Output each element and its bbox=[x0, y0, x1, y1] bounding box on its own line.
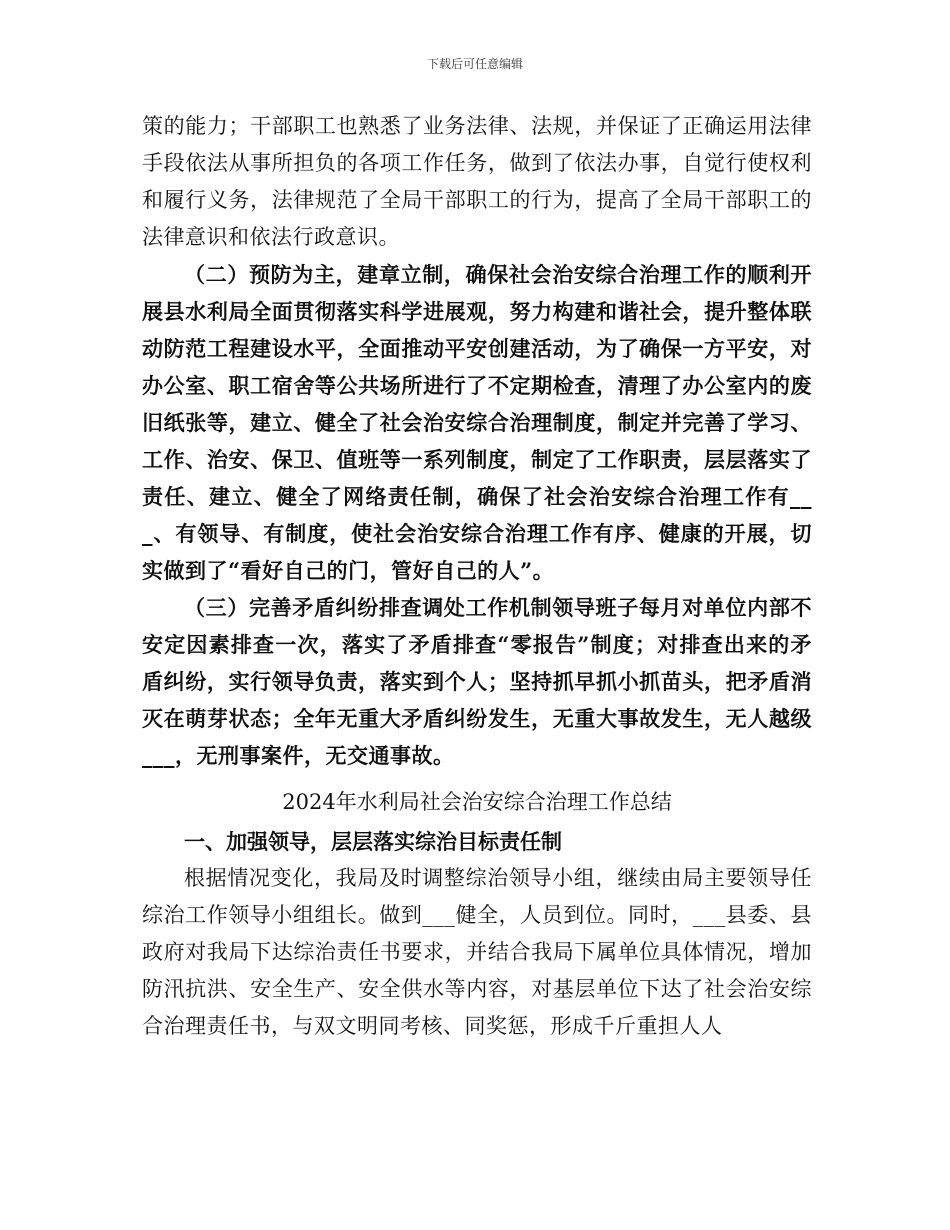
section-heading-one: 一、加强领导，层层落实综治目标责任制 bbox=[184, 829, 562, 854]
paragraph-continuation: 策的能力；干部职工也熟悉了业务法律、法规，并保证了正确运用法律手段依法从事所担负的各项工作任务，做到了依法办事，自觉行使权利和履行义务，法律规范了全局干部职工的行为，提高了全局干部职工的法律意识和依法行政意识。 bbox=[142, 114, 812, 249]
paragraph-section-two: （二）预防为主，建章立制，确保社会治安综合治理工作的顺利开展县水利局全面贯彻落实科学进展观，努力构建和谐社会，提升整体联动防范工程建设水平，全面推动平安创建活动，为了确保一方平安，对办公室、职工宿舍等公共场所进行了不定期检查，清理了办公室内的废旧纸张等，建立、健全了社会治安综合治理制度，制定并完善了学习、工作、治安、保卫、值班等一系列制度，制定了工作职责，层层落实了责任、建立、健全了网络责任制，确保了社会治安综合治理工作有___、有领导、有制度，使社会治安综合治理工作有序、健康的开展，切实做到了“看好自己的门，管好自己的人”。 bbox=[142, 262, 812, 583]
paragraph-section-one-body: 根据情况变化，我局及时调整综治领导小组，继续由局主要领导任综治工作领导小组组长。做到___健全，人员到位。同时，___县委、县政府对我局下达综治责任书要求，并结合我局下属单位具体情况，增加防汛抗洪、安全生产、安全供水等内容，对基层单位下达了社会治安综合治理责任书，与双文明同考核、同奖惩，形成千斤重担人人 bbox=[142, 866, 812, 1038]
page-header-note: 下载后可任意编辑 bbox=[426, 57, 523, 71]
document-body bbox=[142, 108, 812, 1045]
paragraph-section-three: （三）完善矛盾纠纷排查调处工作机制领导班子每月对单位内部不安定因素排查一次，落实了矛盾排查“零报告”制度；对排查出来的矛盾纠纷，实行领导负责，落实到个人；坚持抓早抓小抓苗头，把矛盾消灭在萌芽状态；全年无重大矛盾纠纷发生，无重大事故发生，无人越级___，无刑事案件，无交通事故。 bbox=[142, 595, 812, 768]
document-title: 2024年水利局社会治安综合治理工作总结 bbox=[282, 790, 672, 814]
